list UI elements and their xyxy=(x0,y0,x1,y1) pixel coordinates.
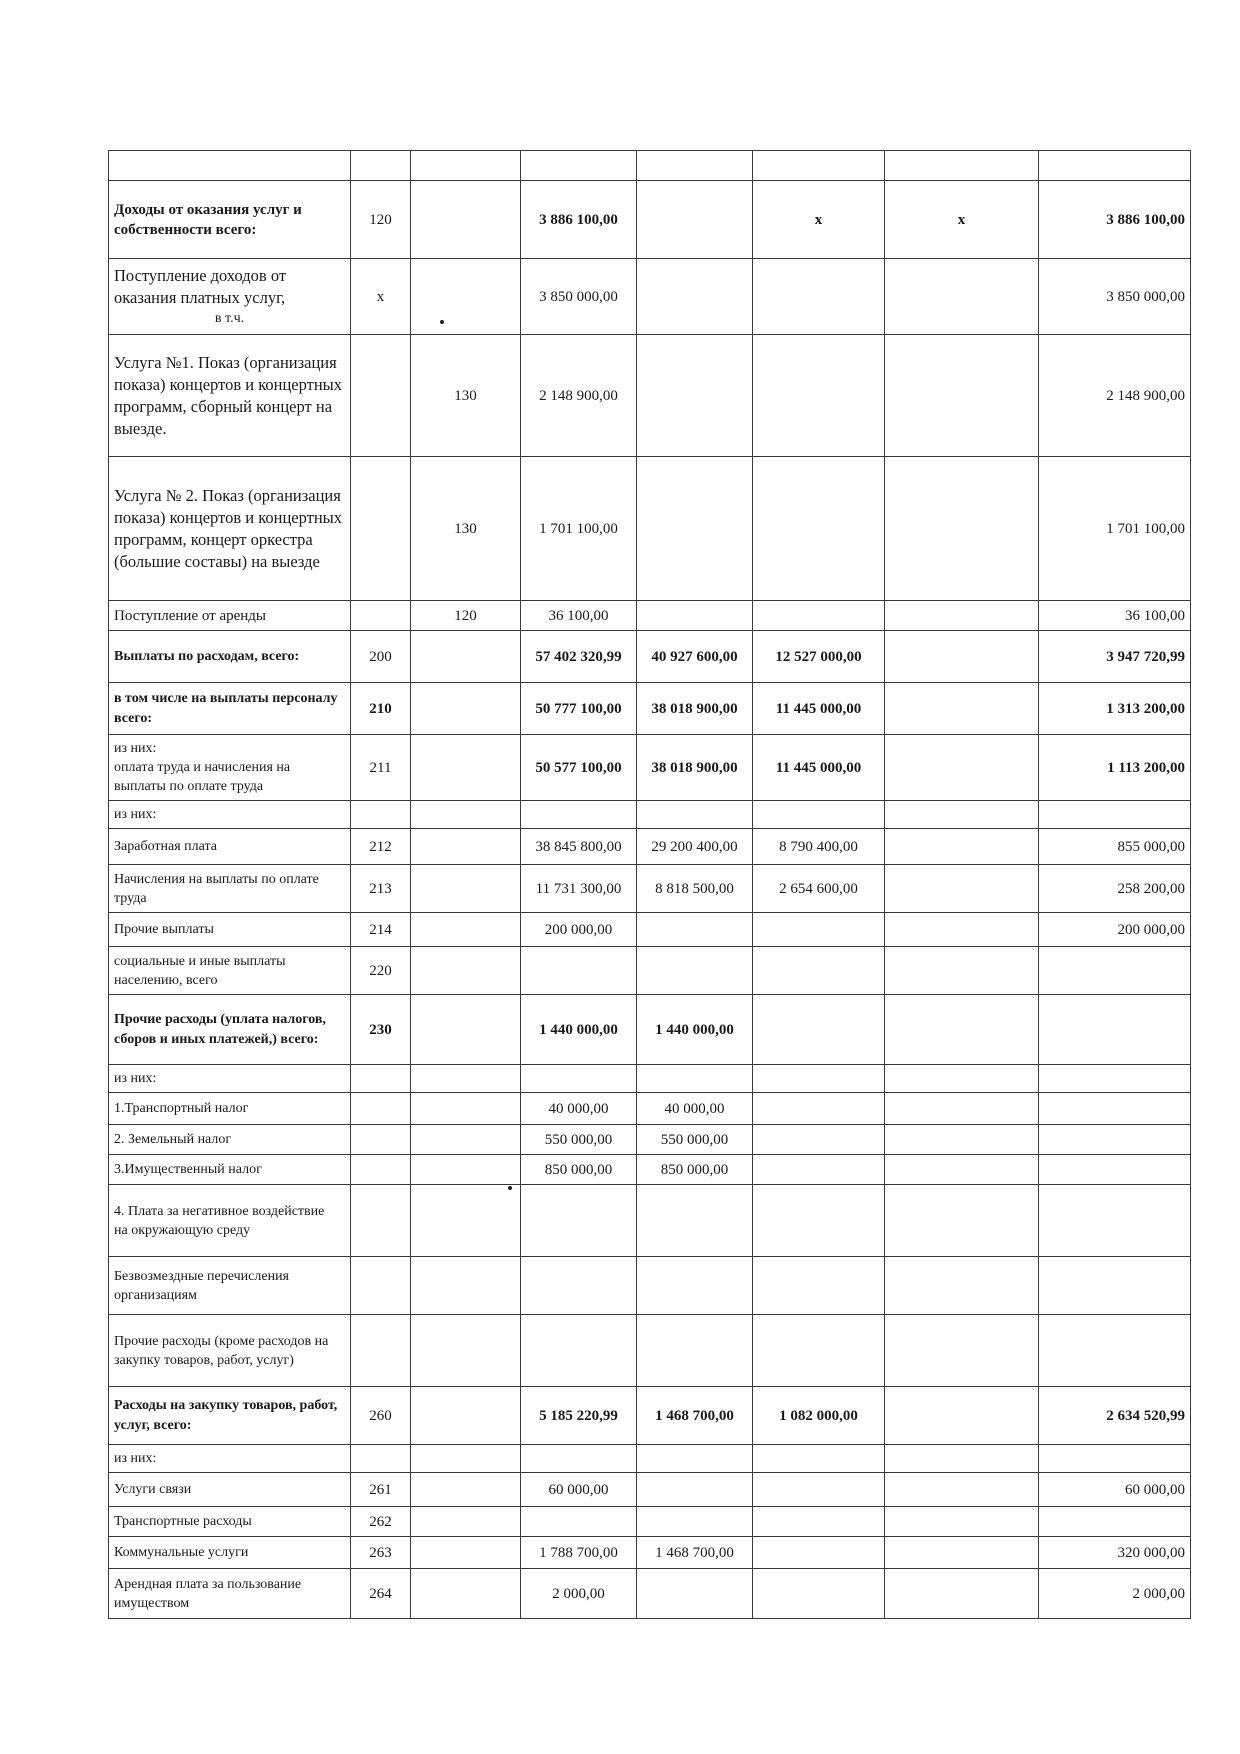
cell-c1: 1 468 700,00 xyxy=(637,1537,753,1569)
cell-c1 xyxy=(637,1507,753,1537)
table-row xyxy=(109,1155,1191,1185)
cell-name-subline: в т.ч. xyxy=(214,311,245,326)
cell-sub xyxy=(411,1537,521,1569)
cell-c2 xyxy=(753,1065,885,1093)
cell-name: в том числе на выплаты персоналу всего: xyxy=(109,683,351,735)
cell-c2: 2 654 600,00 xyxy=(753,865,885,913)
cell-name xyxy=(109,259,351,335)
cell-c5 xyxy=(1039,1445,1191,1473)
cell-name: Прочие расходы (кроме расходов на закупку товаров, работ, услуг) xyxy=(109,1315,351,1387)
table-row xyxy=(109,631,1191,683)
cell-c5 xyxy=(1039,1185,1191,1257)
cell-c5: 1 113 200,00 xyxy=(1039,735,1191,801)
cell-sub xyxy=(411,1125,521,1155)
cell-c3 xyxy=(885,913,1039,947)
cell-c1: 40 927 600,00 xyxy=(637,631,753,683)
cell-sub xyxy=(411,1065,521,1093)
cell-name xyxy=(109,151,351,181)
cell-code xyxy=(351,601,411,631)
cell-name: Услуга № 2. Показ (организация показа) концертов и концертных программ, концерт оркестра (большие составы) на выезде xyxy=(109,457,351,601)
cell-name: Начисления на выплаты по оплате труда xyxy=(109,865,351,913)
cell-c5: 60 000,00 xyxy=(1039,1473,1191,1507)
cell-total: 60 000,00 xyxy=(521,1473,637,1507)
cell-total: 2 148 900,00 xyxy=(521,335,637,457)
cell-c3 xyxy=(885,1445,1039,1473)
cell-c2 xyxy=(753,601,885,631)
cell-code: 120 xyxy=(351,181,411,259)
cell-name: 2. Земельный налог xyxy=(109,1125,351,1155)
cell-name-subline: на окружающую среду xyxy=(114,1222,251,1238)
cell-total: 57 402 320,99 xyxy=(521,631,637,683)
cell-total: 40 000,00 xyxy=(521,1093,637,1125)
cell-c5: 855 000,00 xyxy=(1039,829,1191,865)
cell-c1: 38 018 900,00 xyxy=(637,683,753,735)
cell-sub xyxy=(411,181,521,259)
cell-c2 xyxy=(753,913,885,947)
cell-total: 3 850 000,00 xyxy=(521,259,637,335)
cell-code: 230 xyxy=(351,995,411,1065)
cell-total: 1 701 100,00 xyxy=(521,457,637,601)
table-row xyxy=(109,1185,1191,1257)
cell-code xyxy=(351,457,411,601)
table-row xyxy=(109,601,1191,631)
cell-total: 550 000,00 xyxy=(521,1125,637,1155)
cell-name: из них: xyxy=(109,801,351,829)
cell-c2: 1 082 000,00 xyxy=(753,1387,885,1445)
cell-c5 xyxy=(1039,1507,1191,1537)
table-row xyxy=(109,1445,1191,1473)
budget-table xyxy=(108,150,1191,1619)
cell-c3 xyxy=(885,1315,1039,1387)
cell-c1 xyxy=(637,601,753,631)
cell-total: 50 577 100,00 xyxy=(521,735,637,801)
cell-code: 210 xyxy=(351,683,411,735)
cell-name: Прочие выплаты xyxy=(109,913,351,947)
cell-total: 1 788 700,00 xyxy=(521,1537,637,1569)
cell-name-subline: оплата труда и начисления на выплаты по оплате труда xyxy=(114,760,291,794)
cell-c5: 258 200,00 xyxy=(1039,865,1191,913)
cell-sub xyxy=(411,1569,521,1619)
cell-code: 220 xyxy=(351,947,411,995)
cell-c2 xyxy=(753,1445,885,1473)
table-row xyxy=(109,1537,1191,1569)
cell-total xyxy=(521,1445,637,1473)
cell-sub xyxy=(411,151,521,181)
cell-code xyxy=(351,1125,411,1155)
cell-sub xyxy=(411,1387,521,1445)
table-row xyxy=(109,913,1191,947)
cell-c5: 2 000,00 xyxy=(1039,1569,1191,1619)
cell-c3 xyxy=(885,1387,1039,1445)
cell-total: 36 100,00 xyxy=(521,601,637,631)
cell-c1: 40 000,00 xyxy=(637,1093,753,1125)
cell-c3 xyxy=(885,601,1039,631)
cell-name: из них: xyxy=(109,1445,351,1473)
cell-c2 xyxy=(753,259,885,335)
cell-sub xyxy=(411,1155,521,1185)
cell-c2: 11 445 000,00 xyxy=(753,735,885,801)
cell-c3 xyxy=(885,1155,1039,1185)
cell-c2: x xyxy=(753,181,885,259)
table-row xyxy=(109,1257,1191,1315)
cell-c5 xyxy=(1039,1093,1191,1125)
cell-name: социальные и иные выплаты населению, всего xyxy=(109,947,351,995)
cell-c5 xyxy=(1039,1155,1191,1185)
cell-code: 213 xyxy=(351,865,411,913)
cell-c5 xyxy=(1039,1065,1191,1093)
cell-sub xyxy=(411,1257,521,1315)
cell-code xyxy=(351,801,411,829)
cell-c3 xyxy=(885,335,1039,457)
cell-c1 xyxy=(637,151,753,181)
table-row xyxy=(109,995,1191,1065)
cell-c2 xyxy=(753,1507,885,1537)
cell-c3 xyxy=(885,1569,1039,1619)
cell-total: 11 731 300,00 xyxy=(521,865,637,913)
cell-name: Транспортные расходы xyxy=(109,1507,351,1537)
cell-c5: 200 000,00 xyxy=(1039,913,1191,947)
cell-c2 xyxy=(753,801,885,829)
cell-c5 xyxy=(1039,1315,1191,1387)
cell-name-line: Поступление доходов от оказания платных услуг, xyxy=(114,266,287,307)
cell-c1 xyxy=(637,913,753,947)
cell-c3 xyxy=(885,683,1039,735)
cell-sub: 130 xyxy=(411,457,521,601)
table-row xyxy=(109,259,1191,335)
cell-name: Прочие расходы (уплата налогов, сборов и иных платежей,) всего: xyxy=(109,995,351,1065)
cell-name: Заработная плата xyxy=(109,829,351,865)
table-row xyxy=(109,1569,1191,1619)
cell-sub xyxy=(411,1507,521,1537)
cell-c3 xyxy=(885,829,1039,865)
cell-c2 xyxy=(753,1155,885,1185)
table-row xyxy=(109,1065,1191,1093)
cell-code xyxy=(351,1185,411,1257)
cell-c5: 3 947 720,99 xyxy=(1039,631,1191,683)
cell-c3 xyxy=(885,735,1039,801)
cell-total xyxy=(521,1315,637,1387)
cell-c1 xyxy=(637,1065,753,1093)
cell-c5 xyxy=(1039,947,1191,995)
cell-c1: 1 468 700,00 xyxy=(637,1387,753,1445)
cell-total xyxy=(521,1507,637,1537)
table-row xyxy=(109,181,1191,259)
cell-c2: 8 790 400,00 xyxy=(753,829,885,865)
cell-c5 xyxy=(1039,995,1191,1065)
cell-c3 xyxy=(885,865,1039,913)
cell-code xyxy=(351,1257,411,1315)
cell-c1 xyxy=(637,1473,753,1507)
cell-c3 xyxy=(885,259,1039,335)
table-row xyxy=(109,1315,1191,1387)
cell-total xyxy=(521,1185,637,1257)
cell-c1: 550 000,00 xyxy=(637,1125,753,1155)
cell-name-line: 4. Плата за негативное воздействие xyxy=(114,1203,325,1219)
cell-total xyxy=(521,1065,637,1093)
cell-name xyxy=(109,1185,351,1257)
cell-code xyxy=(351,1155,411,1185)
cell-sub xyxy=(411,1093,521,1125)
cell-c3 xyxy=(885,1125,1039,1155)
cell-c1 xyxy=(637,181,753,259)
cell-sub xyxy=(411,1445,521,1473)
table-row xyxy=(109,1125,1191,1155)
cell-c5: 320 000,00 xyxy=(1039,1537,1191,1569)
cell-code: 261 xyxy=(351,1473,411,1507)
cell-c1 xyxy=(637,1569,753,1619)
cell-c5 xyxy=(1039,1257,1191,1315)
cell-c2 xyxy=(753,1093,885,1125)
cell-sub: 120 xyxy=(411,601,521,631)
cell-total xyxy=(521,947,637,995)
cell-sub xyxy=(411,995,521,1065)
cell-c3 xyxy=(885,1257,1039,1315)
cell-c1: 29 200 400,00 xyxy=(637,829,753,865)
cell-c2 xyxy=(753,1315,885,1387)
table-row xyxy=(109,1093,1191,1125)
cell-sub xyxy=(411,1315,521,1387)
cell-c3 xyxy=(885,995,1039,1065)
cell-c3 xyxy=(885,1093,1039,1125)
cell-c5 xyxy=(1039,151,1191,181)
cell-name xyxy=(109,735,351,801)
cell-c2 xyxy=(753,947,885,995)
cell-c1: 850 000,00 xyxy=(637,1155,753,1185)
cell-total: 5 185 220,99 xyxy=(521,1387,637,1445)
cell-c1 xyxy=(637,1185,753,1257)
cell-total: 3 886 100,00 xyxy=(521,181,637,259)
cell-code xyxy=(351,1093,411,1125)
cell-code xyxy=(351,335,411,457)
cell-c3 xyxy=(885,1473,1039,1507)
cell-c1 xyxy=(637,457,753,601)
cell-name: 1.Транспортный налог xyxy=(109,1093,351,1125)
cell-c1 xyxy=(637,335,753,457)
cell-sub xyxy=(411,947,521,995)
cell-total: 38 845 800,00 xyxy=(521,829,637,865)
cell-c2 xyxy=(753,1185,885,1257)
cell-sub xyxy=(411,913,521,947)
cell-c3 xyxy=(885,1537,1039,1569)
cell-code: 260 xyxy=(351,1387,411,1445)
cell-sub xyxy=(411,1473,521,1507)
cell-c5 xyxy=(1039,801,1191,829)
cell-c1 xyxy=(637,1257,753,1315)
cell-c2: 12 527 000,00 xyxy=(753,631,885,683)
cell-code xyxy=(351,1315,411,1387)
cell-c5: 1 313 200,00 xyxy=(1039,683,1191,735)
cell-c2 xyxy=(753,335,885,457)
cell-code xyxy=(351,1065,411,1093)
cell-c2 xyxy=(753,151,885,181)
cell-total: 50 777 100,00 xyxy=(521,683,637,735)
cell-c2 xyxy=(753,1125,885,1155)
cell-total: 850 000,00 xyxy=(521,1155,637,1185)
cell-code xyxy=(351,151,411,181)
cell-c2 xyxy=(753,1569,885,1619)
cell-c2 xyxy=(753,995,885,1065)
cell-code: 214 xyxy=(351,913,411,947)
cell-c1: 8 818 500,00 xyxy=(637,865,753,913)
table-row xyxy=(109,801,1191,829)
cell-c3 xyxy=(885,151,1039,181)
cell-c3 xyxy=(885,947,1039,995)
cell-c5 xyxy=(1039,1125,1191,1155)
cell-name-line: из них: xyxy=(114,741,157,756)
cell-name: Расходы на закупку товаров, работ, услуг, всего: xyxy=(109,1387,351,1445)
cell-c1: 38 018 900,00 xyxy=(637,735,753,801)
cell-c3 xyxy=(885,631,1039,683)
cell-name: 3.Имущественный налог xyxy=(109,1155,351,1185)
cell-c2 xyxy=(753,457,885,601)
cell-name: Поступление от аренды xyxy=(109,601,351,631)
cell-c1 xyxy=(637,1445,753,1473)
cell-code: 211 xyxy=(351,735,411,801)
cell-c1 xyxy=(637,1315,753,1387)
cell-total xyxy=(521,801,637,829)
cell-total: 2 000,00 xyxy=(521,1569,637,1619)
cell-c1 xyxy=(637,801,753,829)
cell-c1: 1 440 000,00 xyxy=(637,995,753,1065)
cell-name: Выплаты по расходам, всего: xyxy=(109,631,351,683)
cell-c2 xyxy=(753,1537,885,1569)
cell-name: Доходы от оказания услуг и собственности всего: xyxy=(109,181,351,259)
cell-c3 xyxy=(885,457,1039,601)
cell-c3 xyxy=(885,1185,1039,1257)
cell-name: Услуги связи xyxy=(109,1473,351,1507)
cell-c3 xyxy=(885,1507,1039,1537)
cell-code: 263 xyxy=(351,1537,411,1569)
cell-c2 xyxy=(753,1257,885,1315)
cell-c3: x xyxy=(885,181,1039,259)
cell-total xyxy=(521,151,637,181)
table-row xyxy=(109,1507,1191,1537)
cell-c5: 2 634 520,99 xyxy=(1039,1387,1191,1445)
table-row xyxy=(109,1473,1191,1507)
cell-name: Арендная плата за пользование имуществом xyxy=(109,1569,351,1619)
table-row xyxy=(109,151,1191,181)
cell-total: 1 440 000,00 xyxy=(521,995,637,1065)
cell-name: из них: xyxy=(109,1065,351,1093)
cell-sub xyxy=(411,631,521,683)
cell-name: Безвозмездные перечисления организациям xyxy=(109,1257,351,1315)
table-row xyxy=(109,457,1191,601)
cell-sub xyxy=(411,259,521,335)
cell-sub xyxy=(411,829,521,865)
cell-c2 xyxy=(753,1473,885,1507)
table-row xyxy=(109,683,1191,735)
cell-c5: 36 100,00 xyxy=(1039,601,1191,631)
cell-c5: 3 850 000,00 xyxy=(1039,259,1191,335)
cell-sub xyxy=(411,865,521,913)
table-row xyxy=(109,1387,1191,1445)
cell-sub xyxy=(411,801,521,829)
table-row xyxy=(109,947,1191,995)
cell-code: 212 xyxy=(351,829,411,865)
cell-c5: 2 148 900,00 xyxy=(1039,335,1191,457)
cell-code: x xyxy=(351,259,411,335)
cell-name: Услуга №1. Показ (организация показа) концертов и концертных программ, сборный концерт на выезде. xyxy=(109,335,351,457)
cell-sub xyxy=(411,735,521,801)
cell-name: Коммунальные услуги xyxy=(109,1537,351,1569)
table-row xyxy=(109,865,1191,913)
cell-code: 264 xyxy=(351,1569,411,1619)
cell-sub xyxy=(411,1185,521,1257)
cell-code xyxy=(351,1445,411,1473)
cell-c1 xyxy=(637,947,753,995)
cell-c3 xyxy=(885,1065,1039,1093)
cell-code: 262 xyxy=(351,1507,411,1537)
cell-sub xyxy=(411,683,521,735)
cell-total: 200 000,00 xyxy=(521,913,637,947)
cell-sub: 130 xyxy=(411,335,521,457)
cell-c1 xyxy=(637,259,753,335)
table-row xyxy=(109,735,1191,801)
cell-c5: 3 886 100,00 xyxy=(1039,181,1191,259)
cell-code: 200 xyxy=(351,631,411,683)
cell-c5: 1 701 100,00 xyxy=(1039,457,1191,601)
table-row xyxy=(109,335,1191,457)
cell-c2: 11 445 000,00 xyxy=(753,683,885,735)
table-row xyxy=(109,829,1191,865)
cell-total xyxy=(521,1257,637,1315)
cell-c3 xyxy=(885,801,1039,829)
